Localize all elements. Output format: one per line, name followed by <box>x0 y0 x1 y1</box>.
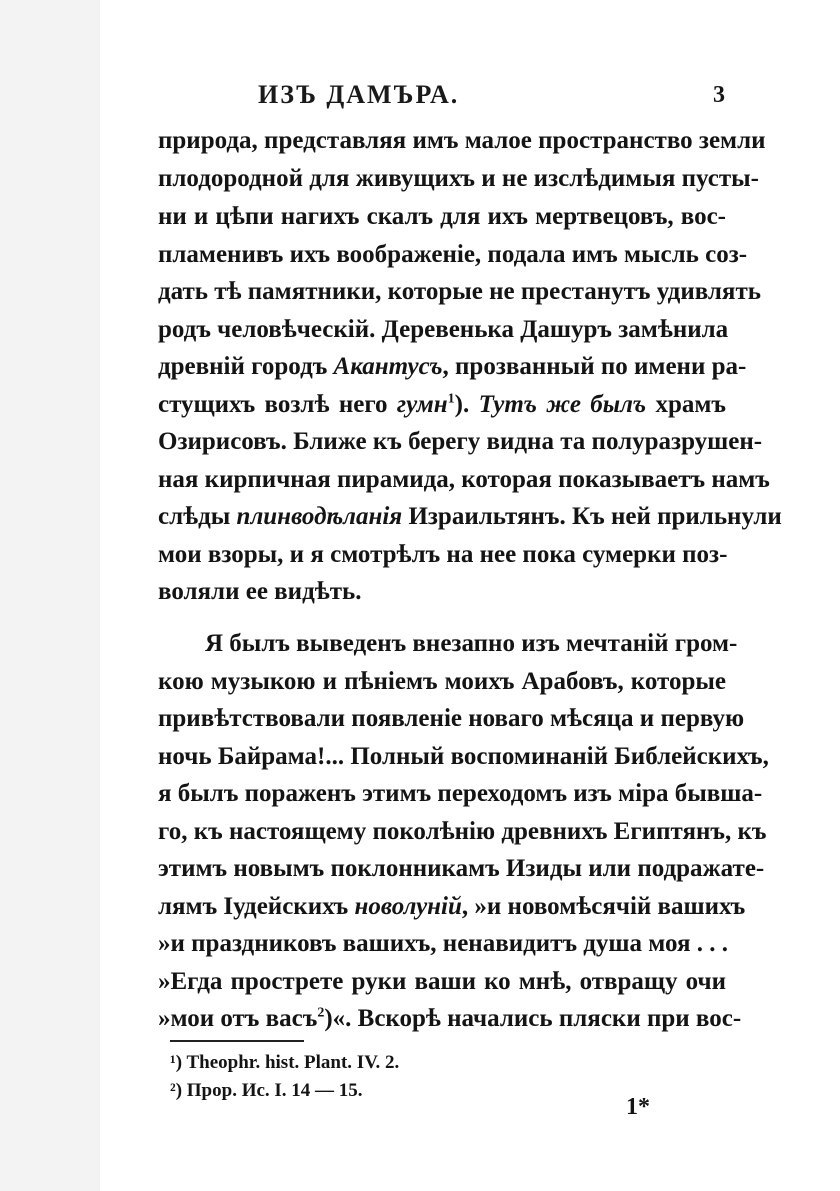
text-line: плодородной для живущихъ и не изслѣдимыя пусты- <box>158 165 759 192</box>
text-line: пламенивъ ихъ воображеніе, подала имъ мысль соз- <box>158 241 748 268</box>
text-line: этимъ новымъ поклонникамъ Изиды или подражате- <box>158 855 765 882</box>
signature-mark: 1* <box>626 1094 650 1120</box>
text-line: родъ человѣческій. Деревенька Дашуръ замѣнила <box>158 316 729 343</box>
italic-term: Акантусъ <box>333 353 443 380</box>
text-line: стущихъ возлѣ него гумн$^1$). Тутъ же былъ храмъ <box>158 391 726 418</box>
scan-margin <box>0 0 100 1191</box>
footnote-ref: 1 <box>447 391 455 407</box>
text-line: слѣды плинводѣланія Израильтянъ. Къ ней прильнули <box>158 503 782 530</box>
text-line: ни и цѣпи нагихъ скалъ для ихъ мертвецовъ, вос- <box>158 203 726 230</box>
text-line: Озирисовъ. Ближе къ берегу видна та полуразрушен- <box>158 428 763 455</box>
text-line: древній городъ Акантусъ, прозванный по имени ра- <box>158 353 747 380</box>
footnote-rule <box>170 1040 304 1042</box>
text-line: привѣтствовали появленіе новаго мѣсяца и первую <box>158 705 745 732</box>
text-line: дать тѣ памятники, которые не престанутъ удивлять <box>158 278 761 305</box>
text-line: Я былъ выведенъ внезапно изъ мечтаній гром- <box>205 630 738 657</box>
text-line: »Егда прострете руки ваши ко мнѣ, отвращу очи <box>158 968 726 995</box>
italic-term: гумн <box>396 391 448 418</box>
footnote: ¹) Theophr. hist. Plant. IV. 2. <box>170 1052 400 1073</box>
text-line: лямъ Іудейскихъ новолуній, »и новомѣсячій вашихъ <box>158 893 746 920</box>
italic-term: новолуній <box>354 893 462 920</box>
text-line: природа, представляя имъ малое пространство земли <box>158 127 766 154</box>
running-head: ИЗЪ ДАМЪРА. <box>258 80 460 109</box>
text-line: ная кирпичная пирамида, которая показываетъ намъ <box>158 466 770 493</box>
text-line: кою музыкою и пѣніемъ моихъ Арабовъ, которые <box>158 668 726 695</box>
footnote: ²) Прор. Ис. I. 14 — 15. <box>170 1080 363 1101</box>
text-line: го, къ настоящему поколѣнію древнихъ Египтянъ, къ <box>158 818 767 845</box>
text-line: »и праздниковъ вашихъ, ненавидитъ душа моя . . . <box>158 930 729 957</box>
page-number: 3 <box>713 82 725 108</box>
footnote-ref: 2 <box>317 1005 325 1021</box>
text-line: воляли ее видѣть. <box>158 578 362 605</box>
text-line: »мои отъ васъ$^2$)«. Вскорѣ начались пляски при вос- <box>158 1005 742 1032</box>
text-line: мои взоры, и я смотрѣлъ на нее пока сумерки поз- <box>158 541 728 568</box>
text-line: ночь Байрама!... Полный воспоминаній Библейскихъ, <box>158 743 769 770</box>
italic-term: плинводѣланія <box>236 503 403 530</box>
text-line: я былъ пораженъ этимъ переходомъ изъ міра бывша- <box>158 780 763 807</box>
